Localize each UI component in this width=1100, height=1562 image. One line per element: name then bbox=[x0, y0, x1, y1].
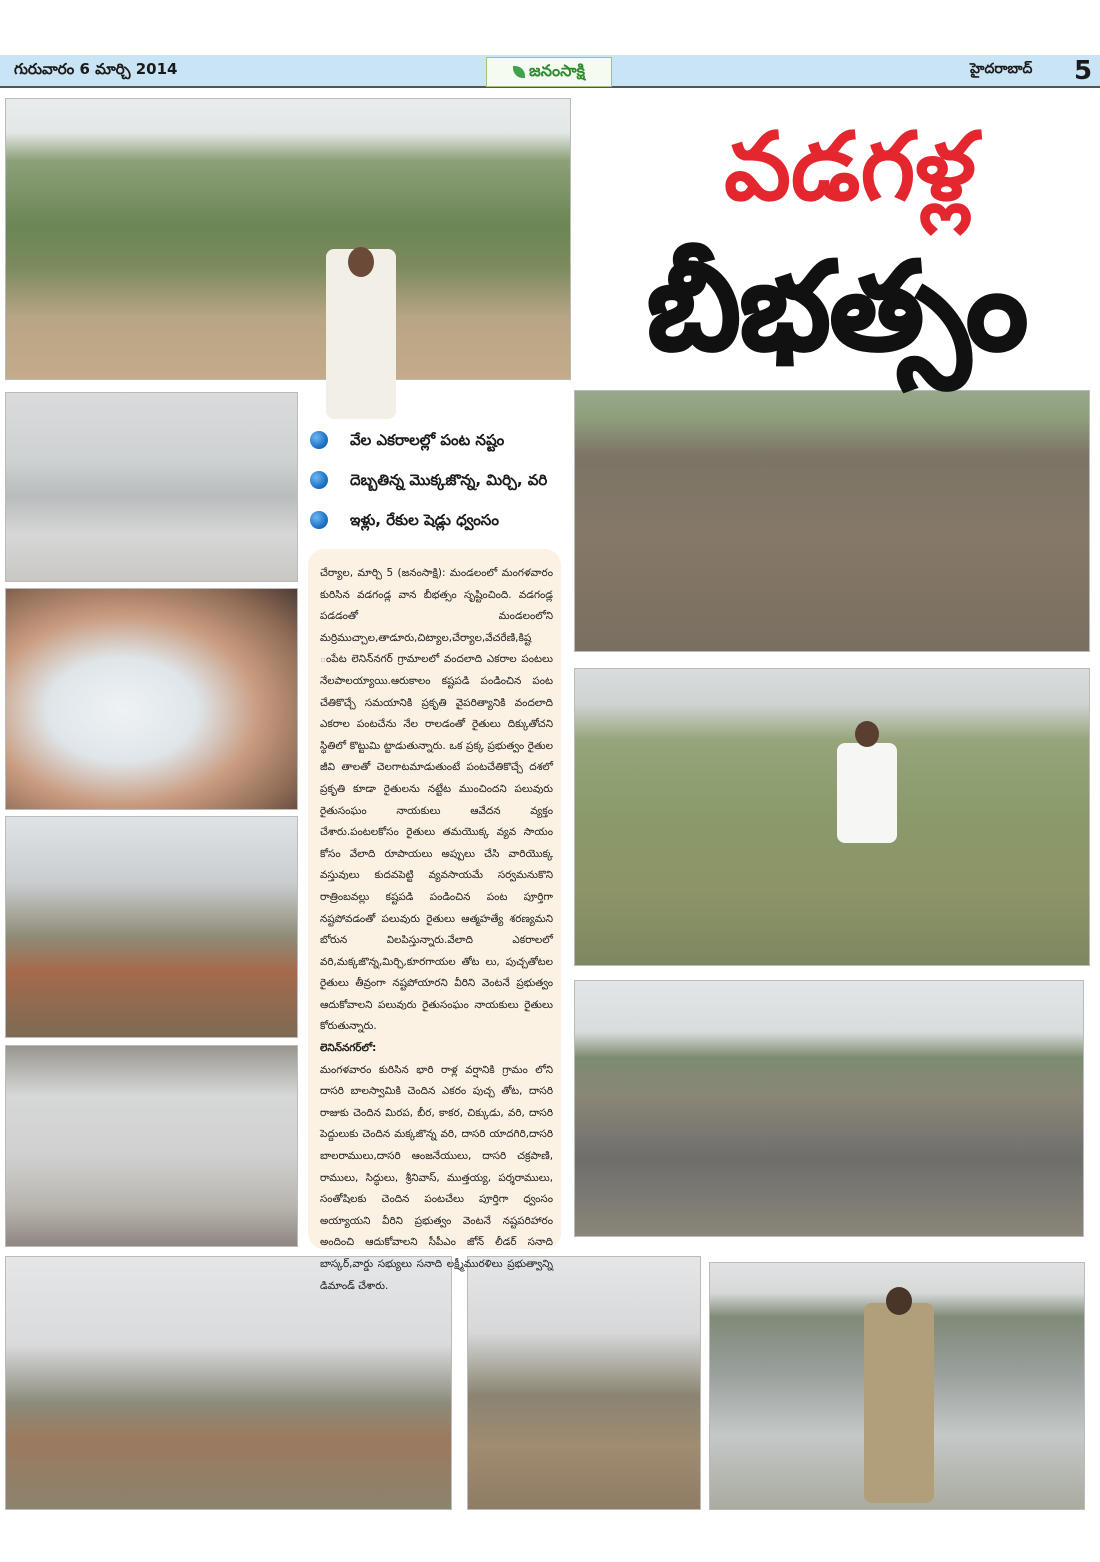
bullet-dot-icon bbox=[310, 471, 328, 489]
issue-date: గురువారం 6 మార్చి 2014 bbox=[14, 60, 178, 78]
article-paragraph: మంగళవారం కురిసిన భారి రాళ్ల వర్షానికి గ్రామం లోని దాసరి బాలస్వామికి చెందిన ఎకరం పుచ్చ తోట, దాసరి రాజుకు చెందిన మిరప, బీర, కాకర, చిక్కుడు, వరి, దాసరి పెద్దులుకు చెందిన మక్కజొన్న వరి, దాసరి యాదగిరి,దాసరి బాలరాములు,దాసరి ఆంజనేయులు, దాసరి చక్రపాణి, రాములు, సిద్ధులు, శ్రీనివాస్, ముత్తయ్య, పర్శరాములు, సంతోషిలకు చెందిన పంటచేలు పూర్తిగా ధ్వంసం అయ్యాయని వీరిని ప్రభుత్వం వెంటనే నష్టపరిహారం అందించి ఆదుకోవాలని సీపీఎం జోన్ లీడర్ సనాది బాస్కర్,వార్డు సభ్యులు సనాది లక్ష్మీమురళిలు ప్రభుత్వాన్ని డిమాండ్ చేశారు. bbox=[320, 1063, 553, 1292]
highlight-text: దెబ్బతిన్న మొక్కజొన్న, మిర్చి, వరి bbox=[350, 471, 548, 489]
photo-chilli-field bbox=[574, 668, 1090, 966]
highlight-item bbox=[310, 500, 568, 540]
highlight-text: వేల ఎకరాలల్లో పంట నష్టం bbox=[350, 431, 505, 449]
edition-city: హైదరాబాద్ bbox=[970, 61, 1033, 77]
photo-damaged-hut bbox=[5, 816, 298, 1038]
highlights-list bbox=[310, 420, 568, 540]
article-body bbox=[308, 549, 561, 1292]
article-paragraph: చేర్యాల, మార్చి 5 (జనంసాక్షి): మండలంలో మంగళవారం కురిసిన వడగండ్ల వాన బీభత్సం సృష్టించింది. వడగండ్ల పడడంతో మండలంలోని మర్రిముచ్చాల,తాడూరు,చిట్యాల,చేర్యాల,వేచరేణి,కిష్ట ంపేట లెనిన్‌నగర్ గ్రామాలలో వందలాది ఎకరాల పంటలు నేలపాలయ్యాయి.ఆరుకాలం కష్టపడి పండించిన పంట చేతికొచ్చే సమయానికి ప్రకృతి వైపరిత్యానికి వందలాది ఎకరాల పంటచేను నేల రాలడంతో రైతులు దిక్కుతోచని స్థితిలో కొట్టుమి ట్టాడుతున్నారు. ఒక ప్రక్క ప్రభుత్వం రైతుల జీవి తాలతో చెలగాటమాడుతుంటే పంటచేతికొచ్చే దశలో ప్రకృతి కూడా రైతులను నట్టేట ముంచిందని పలువురు రైతుసంఘం నాయకులు ఆవేదన వ్యక్తం చేశారు.పంటలకోసం రైతులు తమయొక్క వ్యవ సాయం కోసం వేలాది రూపాయలు అప్పులు చేసి వారియొక్క వస్తువులు కుదవపెట్టి వ్యవసాయమే సర్వమనుకొని రాత్రింబవల్లు కష్టపడి పండించిన పంట పూర్తిగా నష్టపోవడంతో పలువురు రైతులు ఆత్మహత్యే శరణ్యమని బోరున విలపిస్తున్నారు.వేలాది ఎకరాలలో వరి,మక్కజొన్న,మిర్చి,కూరగాయల తోట లు, పుచ్చతోటల రైతులు తీవ్రంగా నష్టపోయారని వీరిని వెంటనే ప్రభుత్వం ఆదుకోవాలని పలువురు రైతుసంఘం నాయకులు రైతులు కోరుతున్నారు. bbox=[320, 567, 553, 1033]
standing-farmer-figure bbox=[864, 1303, 934, 1503]
headline-line2: బీభత్సం bbox=[647, 238, 1028, 377]
photo-hailstorm-road bbox=[5, 392, 298, 582]
headline-line1: వడగళ్ల bbox=[724, 113, 976, 222]
article-subheading: లెనిన్‌నగర్‌లో: bbox=[320, 1042, 377, 1055]
farmer-figure bbox=[326, 249, 396, 419]
page-number: 5 bbox=[1073, 56, 1093, 86]
photo-farmer-watermelons bbox=[709, 1262, 1085, 1510]
highlight-text: ఇళ్లు, రేకుల షెడ్లు ధ్వంసం bbox=[350, 511, 499, 529]
photo-damaged-corn-field bbox=[5, 98, 571, 380]
photo-town-street bbox=[574, 980, 1084, 1237]
leaf-icon bbox=[513, 66, 525, 78]
photo-flattened-field bbox=[574, 390, 1090, 652]
highlight-item bbox=[310, 420, 568, 460]
newspaper-logo bbox=[486, 57, 612, 87]
newspaper-logo-text: జనంసాక్షి bbox=[529, 60, 585, 80]
photo-storm-shed bbox=[5, 1045, 298, 1247]
crouching-farmer-figure bbox=[837, 743, 897, 843]
photo-hailstones-in-hand bbox=[5, 588, 298, 810]
bullet-dot-icon bbox=[310, 431, 328, 449]
page-header bbox=[0, 55, 1100, 93]
highlight-item bbox=[310, 460, 568, 500]
bullet-dot-icon bbox=[310, 511, 328, 529]
